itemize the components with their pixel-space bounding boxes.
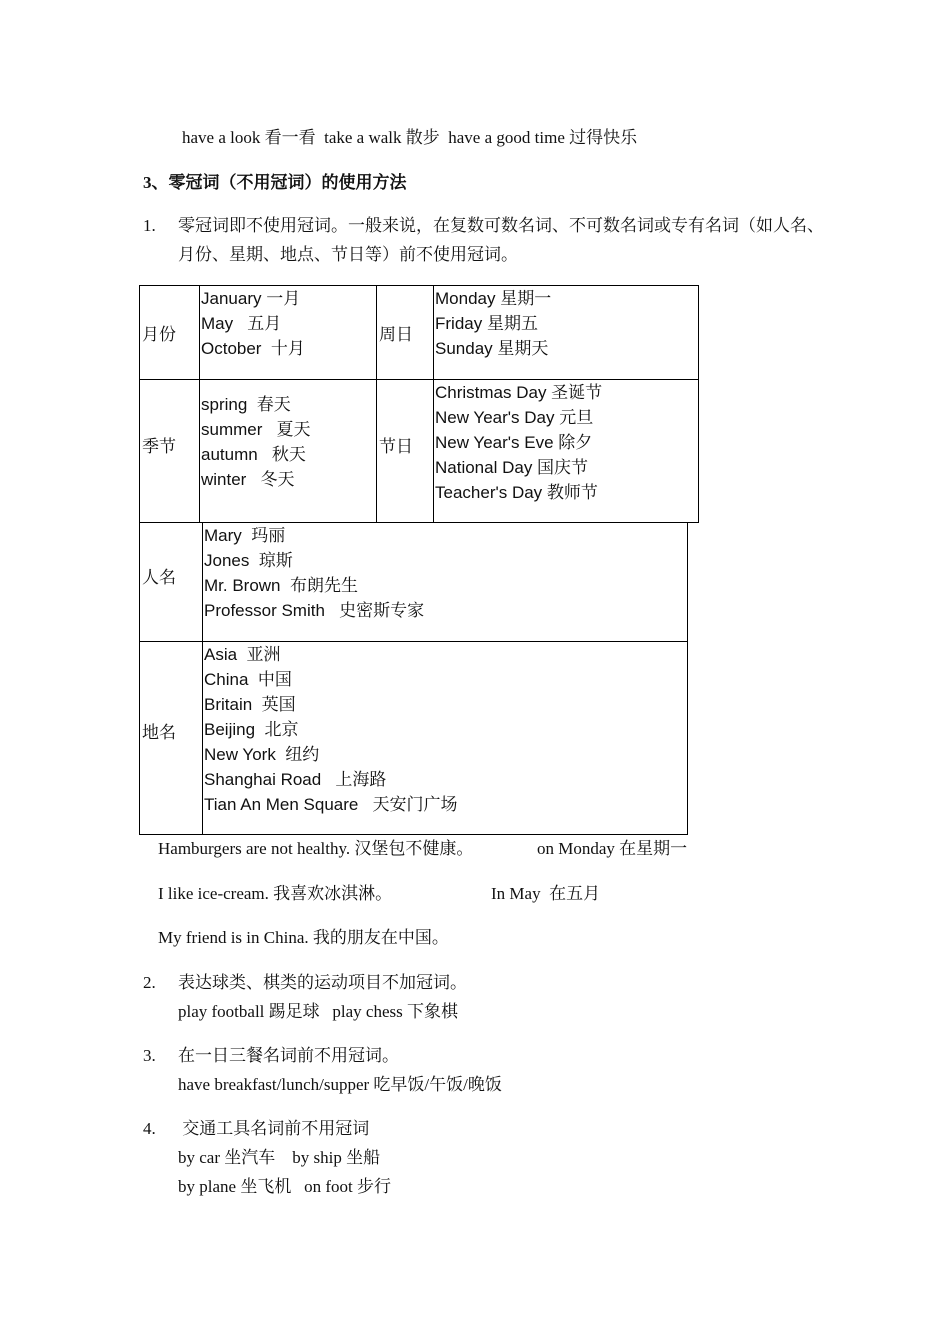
example-sentence: Hamburgers are not healthy. 汉堡包不健康。 — [158, 839, 474, 858]
table-item: Mary 玛丽 — [204, 526, 286, 545]
table-item: Professor Smith 史密斯专家 — [204, 601, 425, 620]
rule-title: 表达球类、棋类的运动项目不加冠词。 — [178, 973, 467, 992]
table-item: Monday 星期一 — [435, 289, 552, 308]
list-number: 3. — [143, 1046, 156, 1065]
table-label-festivals: 节日 — [379, 436, 413, 456]
table-label-seasons: 季节 — [142, 436, 176, 456]
example-sentence: My friend is in China. 我的朋友在中国。 — [158, 928, 449, 947]
table-item: Friday 星期五 — [435, 314, 538, 333]
table-cell-names — [204, 523, 686, 623]
table-cell-festivals — [435, 380, 697, 505]
table-item: autumn 秋天 — [201, 445, 306, 464]
table-item: May 五月 — [201, 314, 282, 333]
table-item: January 一月 — [201, 289, 301, 308]
rule-example: by car 坐汽车 by ship 坐船 — [178, 1148, 381, 1167]
table-label-names: 人名 — [142, 567, 176, 587]
table-label-months: 月份 — [142, 325, 176, 344]
table-item: summer 夏天 — [201, 420, 311, 439]
table-item: winter 冬天 — [201, 470, 295, 489]
rule-title: 交通工具名词前不用冠词 — [178, 1119, 370, 1138]
list-number: 2. — [143, 973, 156, 992]
example-phrase: In May 在五月 — [491, 884, 601, 903]
table-item: Shanghai Road 上海路 — [204, 770, 387, 789]
table-item: Jones 琼斯 — [204, 551, 293, 570]
table-item: Sunday 星期天 — [435, 339, 549, 358]
rule-example: play football 踢足球 play chess 下象棋 — [178, 1002, 458, 1021]
table-item: New Year's Eve 除夕 — [435, 433, 593, 452]
table-item: Mr. Brown 布朗先生 — [204, 576, 358, 595]
table-item: National Day 国庆节 — [435, 458, 589, 477]
list-number: 1. — [143, 216, 156, 235]
phrase-examples: have a look 看一看 take a walk 散步 have a good time 过得快乐 — [182, 128, 638, 147]
table-item: New York 纽约 — [204, 745, 320, 764]
table-item: Teacher's Day 教师节 — [435, 483, 598, 502]
table-item: Britain 英国 — [204, 695, 296, 714]
table-item: New Year's Day 元旦 — [435, 408, 594, 427]
table-item: Beijing 北京 — [204, 720, 299, 739]
table-item: China 中国 — [204, 670, 292, 689]
table-item: Tian An Men Square 天安门广场 — [204, 795, 458, 814]
table-item: spring 春天 — [201, 395, 291, 414]
paragraph-line: 零冠词即不使用冠词。一般来说，在复数可数名词、不可数名词或专有名词（如人名、 — [178, 216, 824, 235]
rule-example: have breakfast/lunch/supper 吃早饭/午饭/晚饭 — [178, 1075, 502, 1094]
rule-title: 在一日三餐名词前不用冠词。 — [178, 1046, 399, 1065]
table-item: Christmas Day 圣诞节 — [435, 383, 603, 402]
example-phrase: on Monday 在星期一 — [537, 839, 688, 858]
table-cell-places — [204, 642, 686, 817]
table-item: Asia 亚洲 — [204, 645, 281, 664]
table-label-places: 地名 — [142, 722, 176, 742]
table-cell-weekdays — [435, 286, 697, 361]
table-cell-seasons — [201, 392, 375, 492]
table-label-weekdays: 周日 — [379, 325, 413, 344]
table-item: October 十月 — [201, 339, 305, 358]
section-heading: 3、零冠词（不用冠词）的使用方法 — [143, 173, 407, 192]
paragraph-line: 月份、星期、地点、节日等）前不使用冠词。 — [178, 245, 518, 264]
list-number: 4. — [143, 1119, 156, 1138]
example-sentence: I like ice-cream. 我喜欢冰淇淋。 — [158, 884, 393, 903]
table-cell-months — [201, 286, 375, 361]
rule-example: by plane 坐飞机 on foot 步行 — [178, 1177, 391, 1196]
